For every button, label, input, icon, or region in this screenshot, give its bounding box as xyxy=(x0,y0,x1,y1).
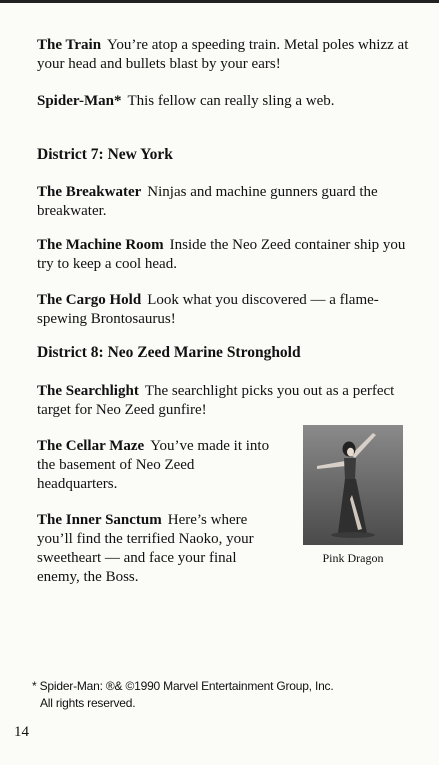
entry-text: Here’s where you’ll find the terrified Naoko, your sweetheart — and face your final enemy, the Boss. xyxy=(37,512,254,585)
footnote-line-2: All rights reserved. xyxy=(40,696,136,710)
top-rule xyxy=(0,0,439,3)
district-7-heading: District 7: New York xyxy=(37,146,173,163)
entry-name: The Machine Room xyxy=(37,237,164,253)
entry-text: You’re atop a speeding train. Metal poles whizz at your head and bullets blast by your ears! xyxy=(37,37,409,72)
entry-text: Ninjas and machine gunners guard the breakwater. xyxy=(37,184,378,219)
entry-name: The Train xyxy=(37,37,102,53)
entry-name: The Cellar Maze xyxy=(37,438,145,454)
entry-name: The Breakwater xyxy=(37,184,142,200)
entry-name: Spider-Man* xyxy=(37,93,122,109)
entry-the-cargo-hold xyxy=(37,291,411,329)
entry-text: Inside the Neo Zeed container ship you try to keep a cool head. xyxy=(37,237,406,272)
figure-caption: Pink Dragon xyxy=(322,551,384,565)
district-8-heading: District 8: Neo Zeed Marine Stronghold xyxy=(37,344,301,361)
entry-text: This fellow can really sling a web. xyxy=(127,93,335,109)
entry-the-inner-sanctum xyxy=(37,511,277,587)
footnote-line-1: * Spider-Man: ®& ©1990 Marvel Entertainment Group, Inc. xyxy=(32,679,334,693)
entry-the-cellar-maze xyxy=(37,437,277,494)
entry-the-machine-room xyxy=(37,236,411,274)
entry-name: The Searchlight xyxy=(37,383,139,399)
entry-spider-man xyxy=(37,92,411,111)
entry-text: The searchlight picks you out as a perfect target for Neo Zeed gunfire! xyxy=(37,383,395,418)
entry-text: You’ve made it into the basement of Neo Zeed headquarters. xyxy=(37,438,270,492)
entry-the-breakwater xyxy=(37,183,411,221)
page-number: 14 xyxy=(14,724,29,740)
entry-the-searchlight xyxy=(37,382,411,420)
entry-the-train xyxy=(37,36,411,74)
entry-name: The Cargo Hold xyxy=(37,292,142,308)
entry-text: Look what you discovered — a flame-spewing Brontosaurus! xyxy=(37,292,379,327)
pink-dragon-illustration xyxy=(303,425,403,545)
footnote xyxy=(32,678,412,712)
entry-name: The Inner Sanctum xyxy=(37,512,162,528)
